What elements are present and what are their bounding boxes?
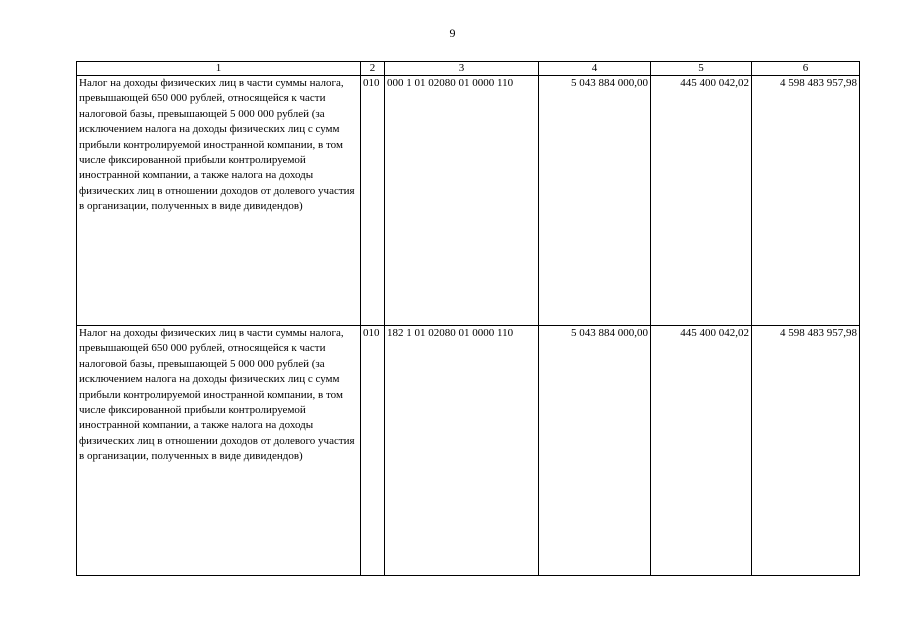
column-number-row [77,62,860,76]
income-report-table [76,61,860,576]
column-header-1: 1 [77,62,361,76]
amount-col6-cell: 4 598 483 957,98 [752,326,860,576]
line-code-cell: 010 [361,326,385,576]
table-row [77,76,860,326]
column-header-4: 4 [539,62,651,76]
column-header-2: 2 [361,62,385,76]
amount-col5-cell: 445 400 042,02 [651,326,752,576]
budget-code-cell: 182 1 01 02080 01 0000 110 [385,326,539,576]
amount-col4-cell: 5 043 884 000,00 [539,326,651,576]
column-header-6: 6 [752,62,860,76]
amount-col4-cell: 5 043 884 000,00 [539,76,651,326]
table-row [77,326,860,576]
amount-col6-cell: 4 598 483 957,98 [752,76,860,326]
column-header-5: 5 [651,62,752,76]
budget-code-cell: 000 1 01 02080 01 0000 110 [385,76,539,326]
column-header-3: 3 [385,62,539,76]
amount-col5-cell: 445 400 042,02 [651,76,752,326]
line-code-cell: 010 [361,76,385,326]
income-name-cell: Налог на доходы физических лиц в части суммы налога, превышающей 650 000 рублей, относящейся к части налоговой базы, превышающей 5 000 000 рублей (за исключением налога на доходы физических лиц с сумм прибыли контролируемой иностранной компании, в том числе фиксированной прибыли контролируемой иностранной компании, а также налога на доходы физических лиц в отношении доходов от долевого участия в организации, полученных в виде дивидендов) [77,76,361,326]
page-number: 9 [449,26,456,40]
income-name-cell: Налог на доходы физических лиц в части суммы налога, превышающей 650 000 рублей, относящейся к части налоговой базы, превышающей 5 000 000 рублей (за исключением налога на доходы физических лиц с сумм прибыли контролируемой иностранной компании, в том числе фиксированной прибыли контролируемой иностранной компании, а также налога на доходы физических лиц в отношении доходов от долевого участия в организации, полученных в виде дивидендов) [77,326,361,576]
